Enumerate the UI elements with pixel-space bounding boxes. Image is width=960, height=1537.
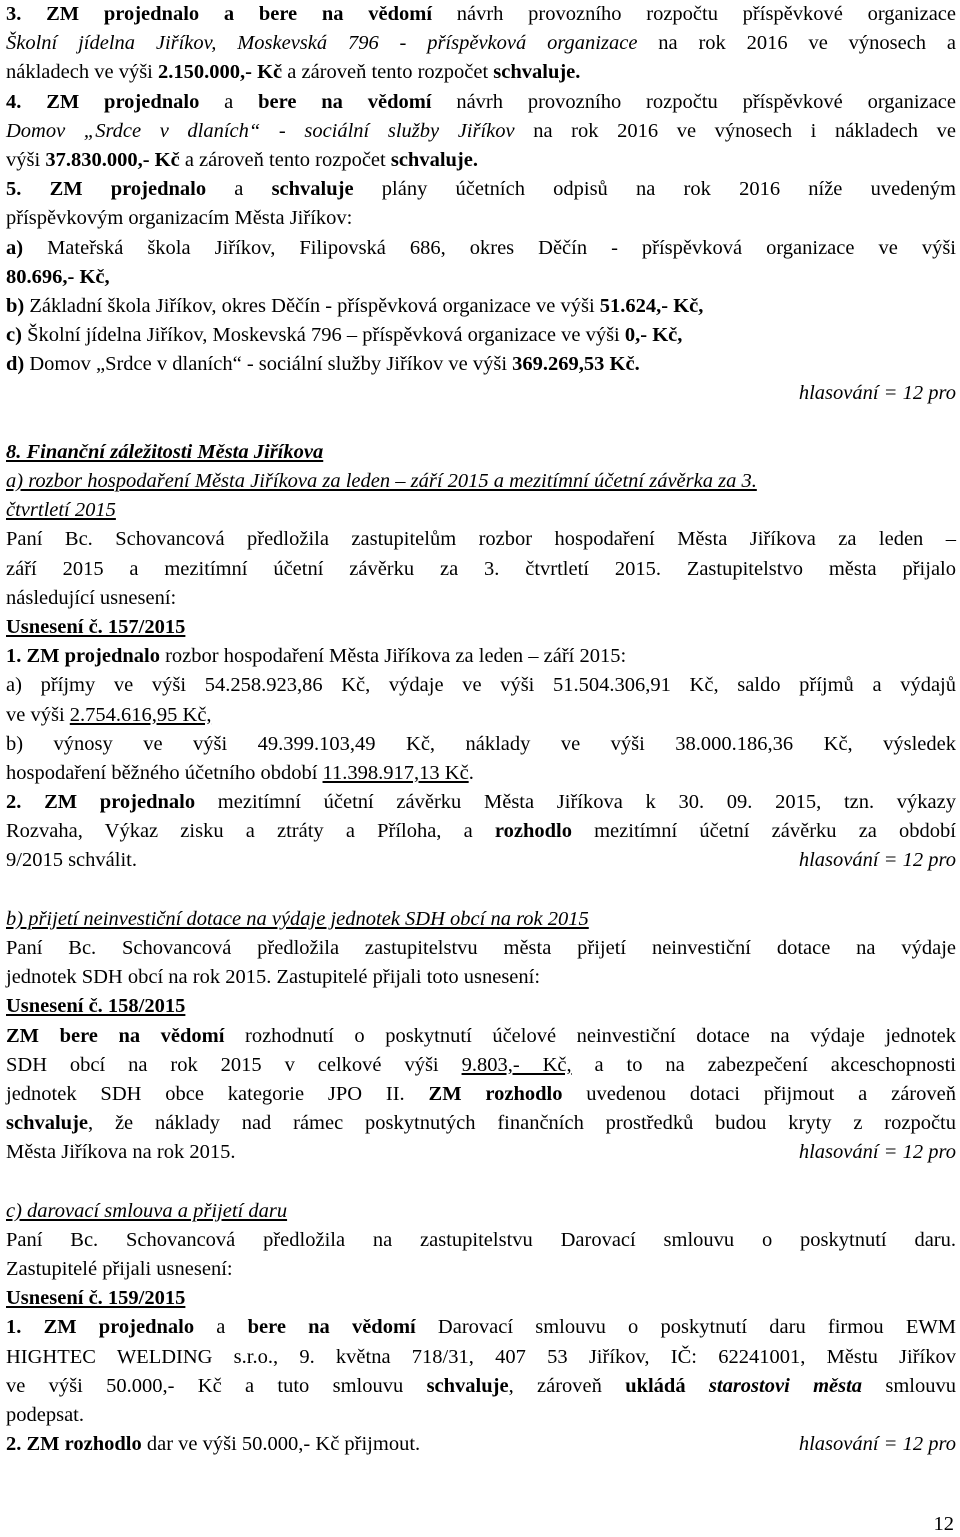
section-heading: 8. Finanční záležitosti Města Jiříkova [6, 440, 324, 463]
item-5-a-amount: 80.696,- Kč, [6, 265, 110, 288]
item-5-c [6, 321, 956, 350]
text: Města Jiříkova na rok 2015. [6, 1141, 236, 1164]
resolution-line: HIGHTEC WELDING s.r.o., 9. května 718/31, 407 53 Jiříkov, IČ: 62241001, Městu Jiříkov [6, 1345, 956, 1368]
resolution-line: a) příjmy ve výši 54.258.923,86 Kč, výdaje ve výši 51.504.306,91 Kč, saldo příjmů a výdajů [6, 674, 956, 697]
vote-result: hlasování = 12 pro [798, 1141, 956, 1164]
item-3-line-2 [6, 29, 956, 58]
text: , [677, 324, 683, 347]
text: a zároveň tento rozpočet [282, 61, 494, 84]
spacer [6, 1168, 956, 1197]
list-marker: c) [6, 324, 22, 347]
text: návrh provozního rozpočtu příspěvkové organizace [431, 90, 956, 113]
text: Rozvaha, Výkaz zisku a ztráty a Příloha, a [6, 820, 495, 843]
resolution-line-with-vote [6, 846, 956, 875]
paragraph-line: následující usnesení: [6, 586, 177, 609]
spacer [6, 409, 956, 438]
text: nákladech ve výši [6, 61, 158, 84]
resolution-number: Usnesení č. 157/2015 [6, 615, 186, 638]
text: Domov „Srdce v dlaních“ - sociální služby Jiříkov ve výši [24, 353, 513, 376]
text: jednotek SDH obce kategorie JPO II. [6, 1082, 429, 1105]
text: výši [6, 148, 46, 171]
resolution-line [6, 1109, 956, 1138]
resolution-number: Usnesení č. 158/2015 [6, 995, 186, 1018]
text: ve výši 50.000,- Kč a tuto smlouvu [6, 1374, 427, 1397]
text: na rok 2016 ve výnosech a [637, 32, 956, 55]
paragraph-line: září 2015 a mezitímní účetní závěrku za 3. čtvrtletí 2015. Zastupitelstvo města přijalo [6, 557, 956, 580]
document-page [6, 0, 956, 1459]
emphasis: 2. ZM rozhodlo [6, 1433, 142, 1456]
item-4-line-3 [6, 146, 956, 175]
resolution-line [6, 1372, 956, 1401]
emphasis: schvaluje [6, 1112, 88, 1135]
text: 9/2015 schválit. [6, 849, 137, 872]
text: SDH obcí na rok 2015 v celkové výši [6, 1053, 462, 1076]
page-number: 12 [933, 1513, 954, 1535]
subsection-heading-cont: čtvrtletí 2015 [6, 499, 116, 522]
subsection-heading: c) darovací smlouva a přijetí daru [6, 1199, 288, 1222]
amount: 2.754.616,95 Kč, [69, 703, 212, 726]
text: rozhodnutí o poskytnutí účelové neinvestiční dotace na výdaje jednotek [224, 1024, 956, 1047]
emphasis: schvaluje [426, 1374, 509, 1397]
text: Darovací smlouvu o poskytnutí daru firmou EWM [415, 1316, 956, 1339]
resolution-line-with-vote [6, 1138, 956, 1167]
amount: 0,- Kč [624, 324, 678, 347]
resolution-line [6, 701, 956, 730]
item-3-line-1 [6, 0, 956, 29]
text [6, 1430, 420, 1459]
amount: 2.150.000,- Kč [158, 61, 283, 84]
text: ve výši [6, 703, 70, 726]
resolution-line [6, 1080, 956, 1109]
text: . [634, 353, 640, 376]
text: , [698, 294, 704, 317]
text: smlouvu [862, 1374, 956, 1397]
resolution-line [6, 1022, 956, 1051]
organization-name: Domov „Srdce v dlaních“ - sociální služby Jiříkov [6, 119, 515, 142]
emphasis: starostovi města [708, 1374, 863, 1397]
item-4-line-2 [6, 117, 956, 146]
text: Základní škola Jiříkov, okres Děčín - příspěvková organizace ve výši [24, 294, 600, 317]
emphasis: 3. ZM projednalo a bere na vědomí [6, 3, 433, 25]
item-5-d [6, 350, 956, 379]
resolution-line: podepsat. [6, 1404, 84, 1426]
text: a [199, 90, 259, 113]
resolution-line-with-vote [6, 1430, 956, 1459]
emphasis: bere na vědomí [258, 90, 432, 113]
emphasis: ZM rozhodlo [428, 1082, 563, 1105]
amount: 11.398.917,13 Kč [322, 761, 469, 784]
text: uvedenou dotaci přijmout a zároveň [562, 1082, 956, 1105]
text: rozbor hospodaření Města Jiříkova za leden – září 2015: [159, 645, 627, 668]
emphasis: schvaluje. [390, 148, 478, 171]
text: dar ve výši 50.000,- Kč přijmout. [141, 1433, 421, 1456]
text: a to na zabezpečení akceschopnosti [571, 1053, 956, 1076]
text: Školní jídelna Jiříkov, Moskevská 796 – příspěvková organizace ve výši [21, 324, 625, 347]
resolution-line [6, 788, 956, 817]
resolution-line [6, 642, 956, 671]
amount: 37.830.000,- Kč [45, 148, 180, 171]
item-5-line-2: příspěvkovým organizacím Města Jiříkov: [6, 207, 353, 230]
item-4-line-1 [6, 88, 956, 117]
paragraph-line: Paní Bc. Schovancová předložila na zastupitelstvu Darovací smlouvu o poskytnutí daru. [6, 1228, 956, 1251]
text: Mateřská škola Jiříkov, Filipovská 686, okres Děčín - příspěvková organizace ve výši [23, 236, 956, 259]
emphasis: bere na vědomí [247, 1316, 416, 1339]
text: plány účetních odpisů na rok 2016 níže uvedeným [353, 178, 956, 201]
emphasis: rozhodlo [494, 820, 572, 843]
paragraph-line: jednotek SDH obcí na rok 2015. Zastupitelé přijali toto usnesení: [6, 966, 541, 989]
emphasis: schvaluje. [493, 61, 581, 84]
item-5-line-1 [6, 175, 956, 204]
text: , že náklady nad rámec poskytnutých finančních prostředků budou kryty z rozpočtu [88, 1112, 956, 1135]
resolution-number: Usnesení č. 159/2015 [6, 1287, 186, 1310]
text: , zároveň [508, 1374, 626, 1397]
resolution-line [6, 1051, 956, 1080]
item-3-line-3 [6, 58, 956, 87]
text: a [194, 1316, 248, 1339]
list-marker: a) [6, 236, 24, 259]
item-5-b [6, 292, 956, 321]
emphasis: 4. ZM projednalo [6, 90, 200, 113]
resolution-line: b) výnosy ve výši 49.399.103,49 Kč, náklady ve výši 38.000.186,36 Kč, výsledek [6, 732, 956, 755]
resolution-line [6, 1313, 956, 1342]
resolution-line [6, 817, 956, 846]
item-5-a [6, 234, 956, 263]
vote-result: hlasování = 12 pro [798, 382, 956, 405]
text [686, 1375, 709, 1397]
amount: 9.803,- Kč, [461, 1053, 572, 1076]
text: a [206, 178, 272, 201]
subsection-heading: a) rozbor hospodaření Města Jiříkova za leden – září 2015 a mezitímní účetní závěrka za 3. [6, 470, 757, 492]
emphasis: 5. ZM projednalo [6, 178, 207, 201]
spacer [6, 876, 956, 905]
emphasis: 2. ZM projednalo [6, 791, 196, 814]
vote-result: hlasování = 12 pro [798, 1433, 956, 1456]
vote-result: hlasování = 12 pro [798, 849, 956, 872]
text: mezitímní účetní závěrku Města Jiříkova k 30. 09. 2015, tzn. výkazy [195, 791, 957, 814]
text: hospodaření běžného účetního období [6, 761, 323, 784]
text: mezitímní účetní závěrku za období [571, 820, 956, 843]
paragraph-line: Paní Bc. Schovancová předložila zastupitelstvu města přijetí neinvestiční dotace na výdaje [6, 937, 956, 959]
emphasis: 1. ZM projednalo [6, 1316, 195, 1339]
paragraph-line: Zastupitelé přijali usnesení: [6, 1258, 233, 1281]
subsection-heading: b) přijetí neinvestiční dotace na výdaje jednotek SDH obcí na rok 2015 [6, 907, 589, 930]
resolution-line [6, 759, 956, 788]
paragraph-line: Paní Bc. Schovancová předložila zastupitelům rozbor hospodaření Města Jiříkova za leden – [6, 528, 956, 551]
emphasis: ZM bere na vědomí [6, 1024, 225, 1047]
text: na rok 2016 ve výnosech i nákladech ve [514, 119, 957, 142]
emphasis: schvaluje [271, 178, 354, 201]
list-marker: b) [6, 294, 25, 317]
organization-name: Školní jídelna Jiříkov, Moskevská 796 - příspěvková organizace [6, 32, 638, 55]
amount: 369.269,53 Kč [512, 353, 635, 376]
emphasis: ukládá [625, 1374, 686, 1397]
text: návrh provozního rozpočtu příspěvkové organizace [432, 3, 956, 25]
text: a zároveň tento rozpočet [179, 148, 391, 171]
list-marker: d) [6, 353, 25, 376]
amount: 51.624,- Kč [599, 294, 699, 317]
emphasis: 1. ZM projednalo [6, 645, 160, 668]
text: . [468, 761, 474, 784]
